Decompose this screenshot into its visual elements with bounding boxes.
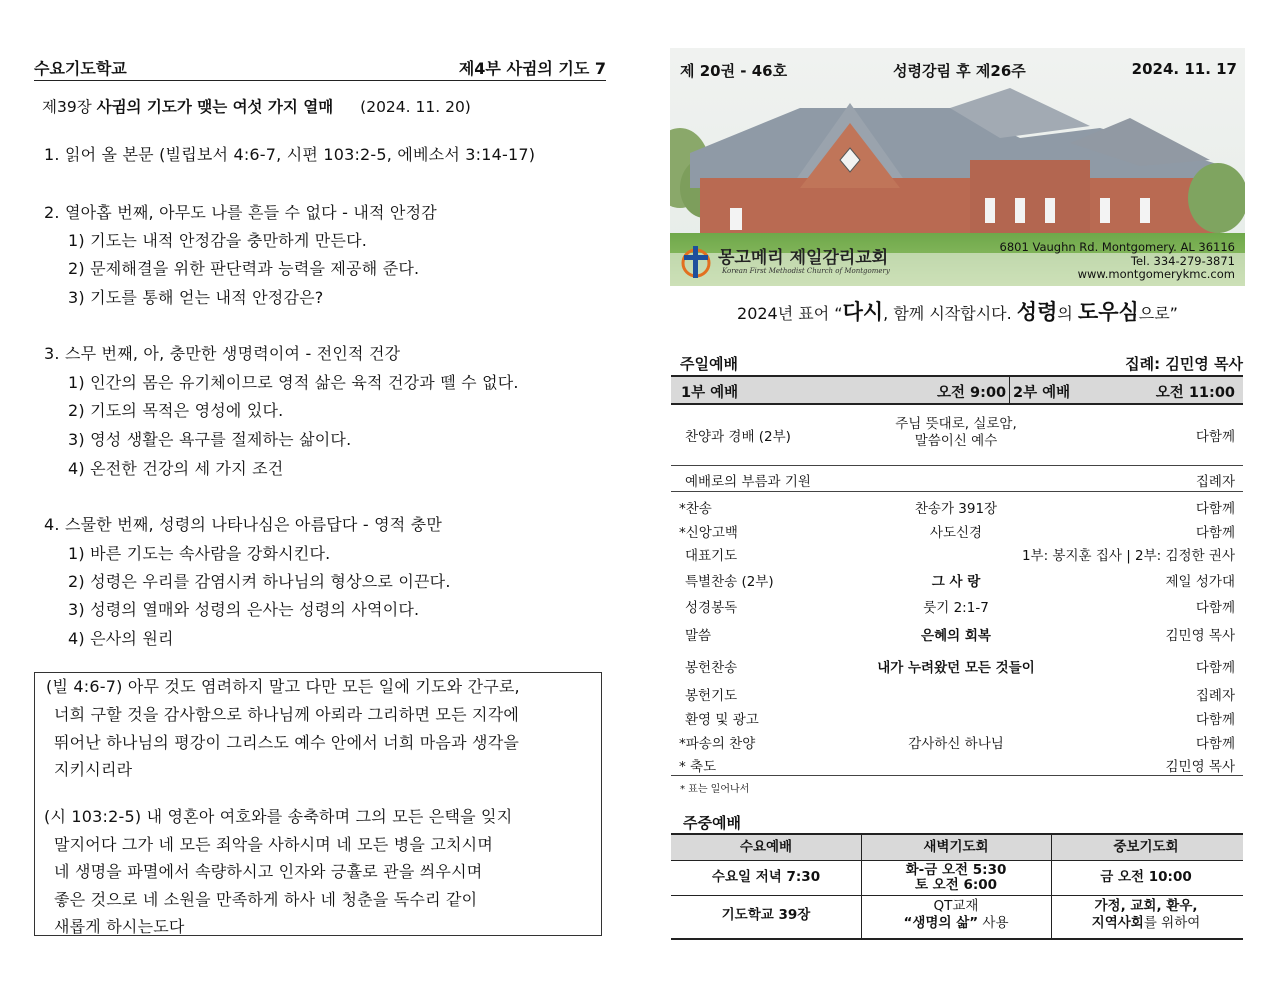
verse-line: 새롭게 하시는도다 (54, 917, 185, 936)
divider (671, 491, 1243, 492)
point-heading: 2. 열아홉 번째, 아무도 나를 흔들 수 없다 - 내적 안정감 (44, 203, 437, 222)
verse-line: 네 생명을 파멸에서 속량하시고 인자와 긍휼로 관을 씌우시며 (54, 862, 483, 881)
left-page-header (34, 50, 606, 81)
sunday-worship-title: 주일예배 (680, 355, 738, 373)
second-service-label: 2부 예배 (1013, 385, 1071, 401)
point-item: 1) 인간의 몸은 유기체이므로 영적 삶은 육적 건강과 뗄 수 없다. (68, 373, 519, 392)
school-title: 수요기도학교 (34, 59, 127, 78)
weekday-worship-table (671, 833, 1243, 940)
reading-line: 1. 읽어 올 본문 (빌립보서 4:6-7, 시편 103:2-5, 에베소서 3:14-17) (44, 145, 536, 164)
first-service-time: 오전 9:00 (937, 385, 1007, 401)
left-page (34, 50, 606, 116)
point-item: 1) 기도는 내적 안정감을 충만하게 만든다. (68, 231, 368, 250)
standing-legend: * 표는 일어나서 (680, 784, 750, 795)
liturgical-season: 성령강림 후 제26주 (893, 62, 1026, 80)
verse-line: (시 103:2-5) 내 영혼아 여호와를 송축하며 그의 모든 은택을 잊지 (44, 807, 513, 826)
dawn-prayer-header: 새벽기도회 (923, 839, 989, 855)
chapter-date: (2024. 11. 20) (360, 98, 471, 116)
point-item: 3) 성령의 열매와 성령의 은사는 성령의 사역이다. (68, 600, 420, 619)
verse-line: 너희 구할 것을 감사함으로 하나님께 아뢰라 그리하면 모든 지각에 (54, 705, 520, 724)
chapter-title: 사귐의 기도가 맺는 여섯 가지 열매 (96, 98, 334, 116)
verse-line: 말지어다 그가 네 모든 죄악을 사하시며 네 모든 병을 고치시며 (54, 835, 493, 854)
church-logo (682, 243, 890, 283)
first-service-label: 1부 예배 (681, 385, 739, 401)
prayer-school-chapter: 기도학교 39장 (721, 907, 811, 923)
second-service-time: 오전 11:00 (1155, 385, 1235, 401)
part-title: 제4부 사귐의 기도 7 (458, 59, 606, 78)
intercession-topics: 가정, 교회, 환우, (1094, 898, 1198, 914)
church-name-korean: 몽고메리 제일감리교회 (718, 248, 889, 268)
verse-line: (빌 4:6-7) 아무 것도 염려하지 말고 다만 모든 일에 기도와 간구로, (46, 677, 520, 696)
wednesday-service-time: 수요일 저녁 7:30 (711, 869, 821, 885)
bulletin-volume: 제 20권 - 46호 (680, 62, 788, 80)
point-item: 4) 은사의 원리 (68, 629, 174, 648)
point-item: 2) 성령은 우리를 감염시켜 하나님의 형상으로 이끈다. (68, 572, 451, 591)
point-item: 2) 기도의 목적은 영성에 있다. (68, 401, 284, 420)
point-item: 4) 온전한 건강의 세 가지 조건 (68, 459, 284, 478)
verse-line: 뛰어난 하나님의 평강이 그리스도 예수 안에서 너희 마음과 생각을 (54, 733, 520, 752)
point-item: 2) 문제해결을 위한 판단력과 능력을 제공해 준다. (68, 259, 420, 278)
point-item: 1) 바른 기도는 속사람을 강화시킨다. (68, 544, 331, 563)
church-address: 6801 Vaughn Rd. Montgomery. AL 36116 (999, 240, 1235, 254)
verse-line: 지키시리라 (54, 760, 133, 779)
intercession-header: 중보기도회 (1113, 839, 1179, 855)
church-name-english: Korean First Methodist Church of Montgomery (722, 267, 890, 275)
service-times-bar (671, 375, 1243, 405)
chapter-heading (42, 95, 471, 117)
point-item: 3) 기도를 통해 얻는 내적 안정감은? (68, 288, 324, 307)
intercession-topics-2: 지역사회를 위하여 (1091, 915, 1201, 931)
point-heading: 3. 스무 번째, 아, 충만한 생명력이여 - 전인적 건강 (44, 344, 401, 363)
verse-line: 좋은 것으로 네 소원을 만족하게 하사 네 청춘을 독수리 같이 (54, 890, 478, 909)
weekday-worship-title: 주중예배 (683, 814, 741, 832)
divider (671, 465, 1243, 466)
chapter-number: 제39장 (42, 98, 92, 116)
church-phone: Tel. 334-279-3871 (1130, 254, 1235, 268)
worship-leader: 집례: 김민영 목사 (1125, 355, 1243, 373)
worship-order-row: 찬양과 경배 (2부) 주님 뜻대로, 실로암, 말씀이신 예수 다함께 (685, 416, 1235, 449)
qt-material-name: “생명의 삶” 사용 (903, 915, 1009, 931)
point-heading: 4. 스물한 번째, 성령의 나타나심은 아름답다 - 영적 충만 (44, 515, 442, 534)
bulletin-cover (670, 48, 1245, 286)
bulletin-date: 2024. 11. 17 (1131, 60, 1237, 78)
year-motto: 2024년 표어 “다시, 함께 시작합시다. 성령의 도우심으로” (737, 300, 1178, 324)
intercession-time: 금 오전 10:00 (1100, 869, 1192, 885)
point-item: 3) 영성 생활은 욕구를 절제하는 삶이다. (68, 430, 352, 449)
dawn-prayer-time: 화-금 오전 5:30 토 오전 6:00 (905, 862, 1007, 893)
wednesday-service-header: 수요예배 (739, 839, 793, 855)
divider (671, 775, 1243, 776)
church-website: www.montgomerykmc.com (1077, 267, 1235, 281)
qt-material-label: QT교재 (933, 898, 979, 914)
